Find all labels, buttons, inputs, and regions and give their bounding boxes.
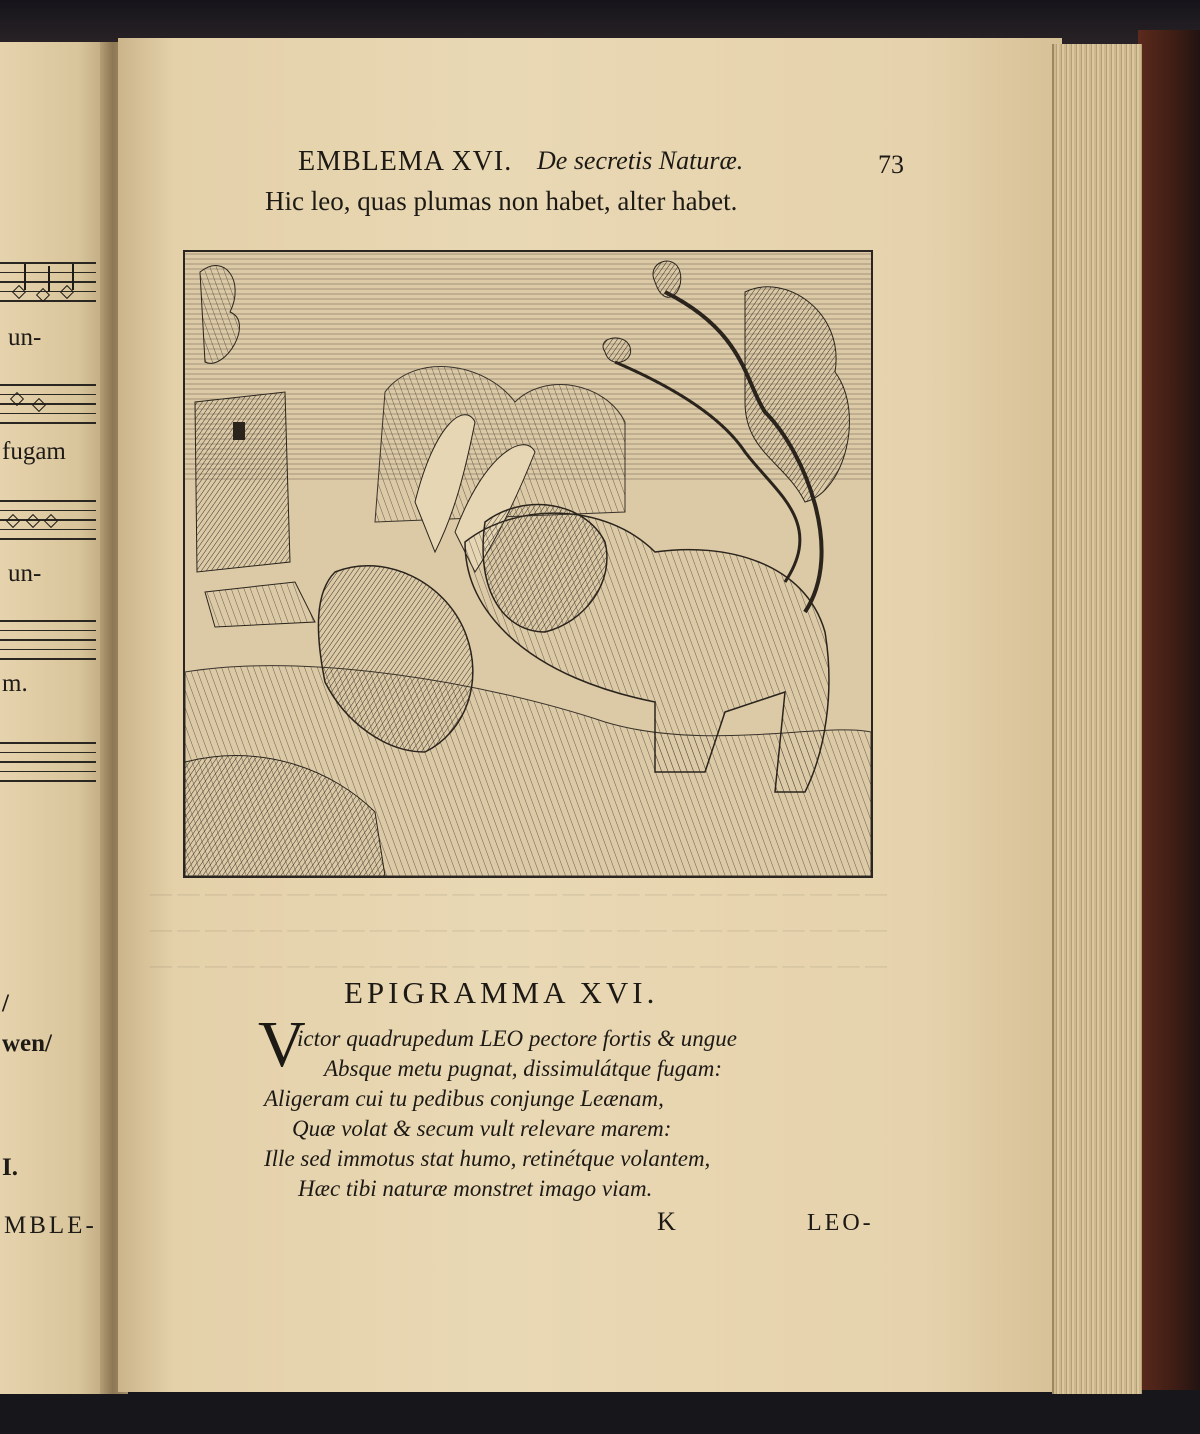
text-fragment: wen/ (2, 1030, 52, 1057)
verse-line: Hæc tibi naturæ monstret imago viam. (298, 1176, 653, 1201)
winged-lioness-and-lion-engraving-icon (185, 252, 871, 876)
lyric-fragment: un- (8, 560, 42, 587)
page-edges (1052, 44, 1142, 1394)
emblem-motto: Hic leo, quas plumas non habet, alter habet. (265, 186, 738, 216)
note-stem (72, 264, 74, 290)
verse-line: Ille sed immotus stat humo, retinétque volantem, (264, 1146, 711, 1171)
lyric-fragment: fugam (2, 438, 66, 465)
book-cover-right (1138, 30, 1200, 1434)
verse-line: ictor quadrupedum LEO pectore fortis & ungue (297, 1026, 737, 1051)
music-staff (0, 620, 96, 668)
text-fragment: / (2, 990, 9, 1017)
lyric-fragment: un- (8, 324, 42, 351)
show-through-text: — — — — — — — — — — — — — — — — — — — — — — — — — — — (150, 916, 887, 941)
note-stem (48, 266, 50, 292)
catchword: LEO- (807, 1210, 874, 1236)
show-through-text: — — — — — — — — — — — — — — — — — — — — — — — — — — — (150, 952, 887, 977)
signature-mark: K (657, 1207, 676, 1236)
catchword-left: MBLE- (4, 1212, 97, 1239)
page-number: 73 (878, 150, 904, 179)
verse-line: Quæ volat & secum vult relevare marem: (292, 1116, 672, 1141)
emblem-title: EMBLEMA XVI. (298, 146, 513, 177)
music-staff (0, 742, 96, 790)
note-stem (24, 264, 26, 290)
engraving-illustration (183, 250, 873, 878)
epigram-title: EPIGRAMMA XVI. (344, 975, 659, 1010)
drop-cap: V (258, 1008, 306, 1081)
verse-line: Absque metu pugnat, dissimulátque fugam: (324, 1056, 722, 1081)
show-through-text: — — — — — — — — — — — — — — — — — — — — — — — — — — — (150, 880, 887, 905)
left-page (0, 42, 112, 1394)
book-cover-bottom (0, 1390, 1200, 1434)
music-staff (0, 384, 96, 432)
text-fragment: I. (2, 1154, 18, 1181)
emblem-subtitle: De secretis Naturæ. (537, 146, 744, 175)
lyric-fragment: m. (2, 670, 28, 697)
verse-line: Aligeram cui tu pedibus conjunge Leænam, (264, 1086, 664, 1111)
